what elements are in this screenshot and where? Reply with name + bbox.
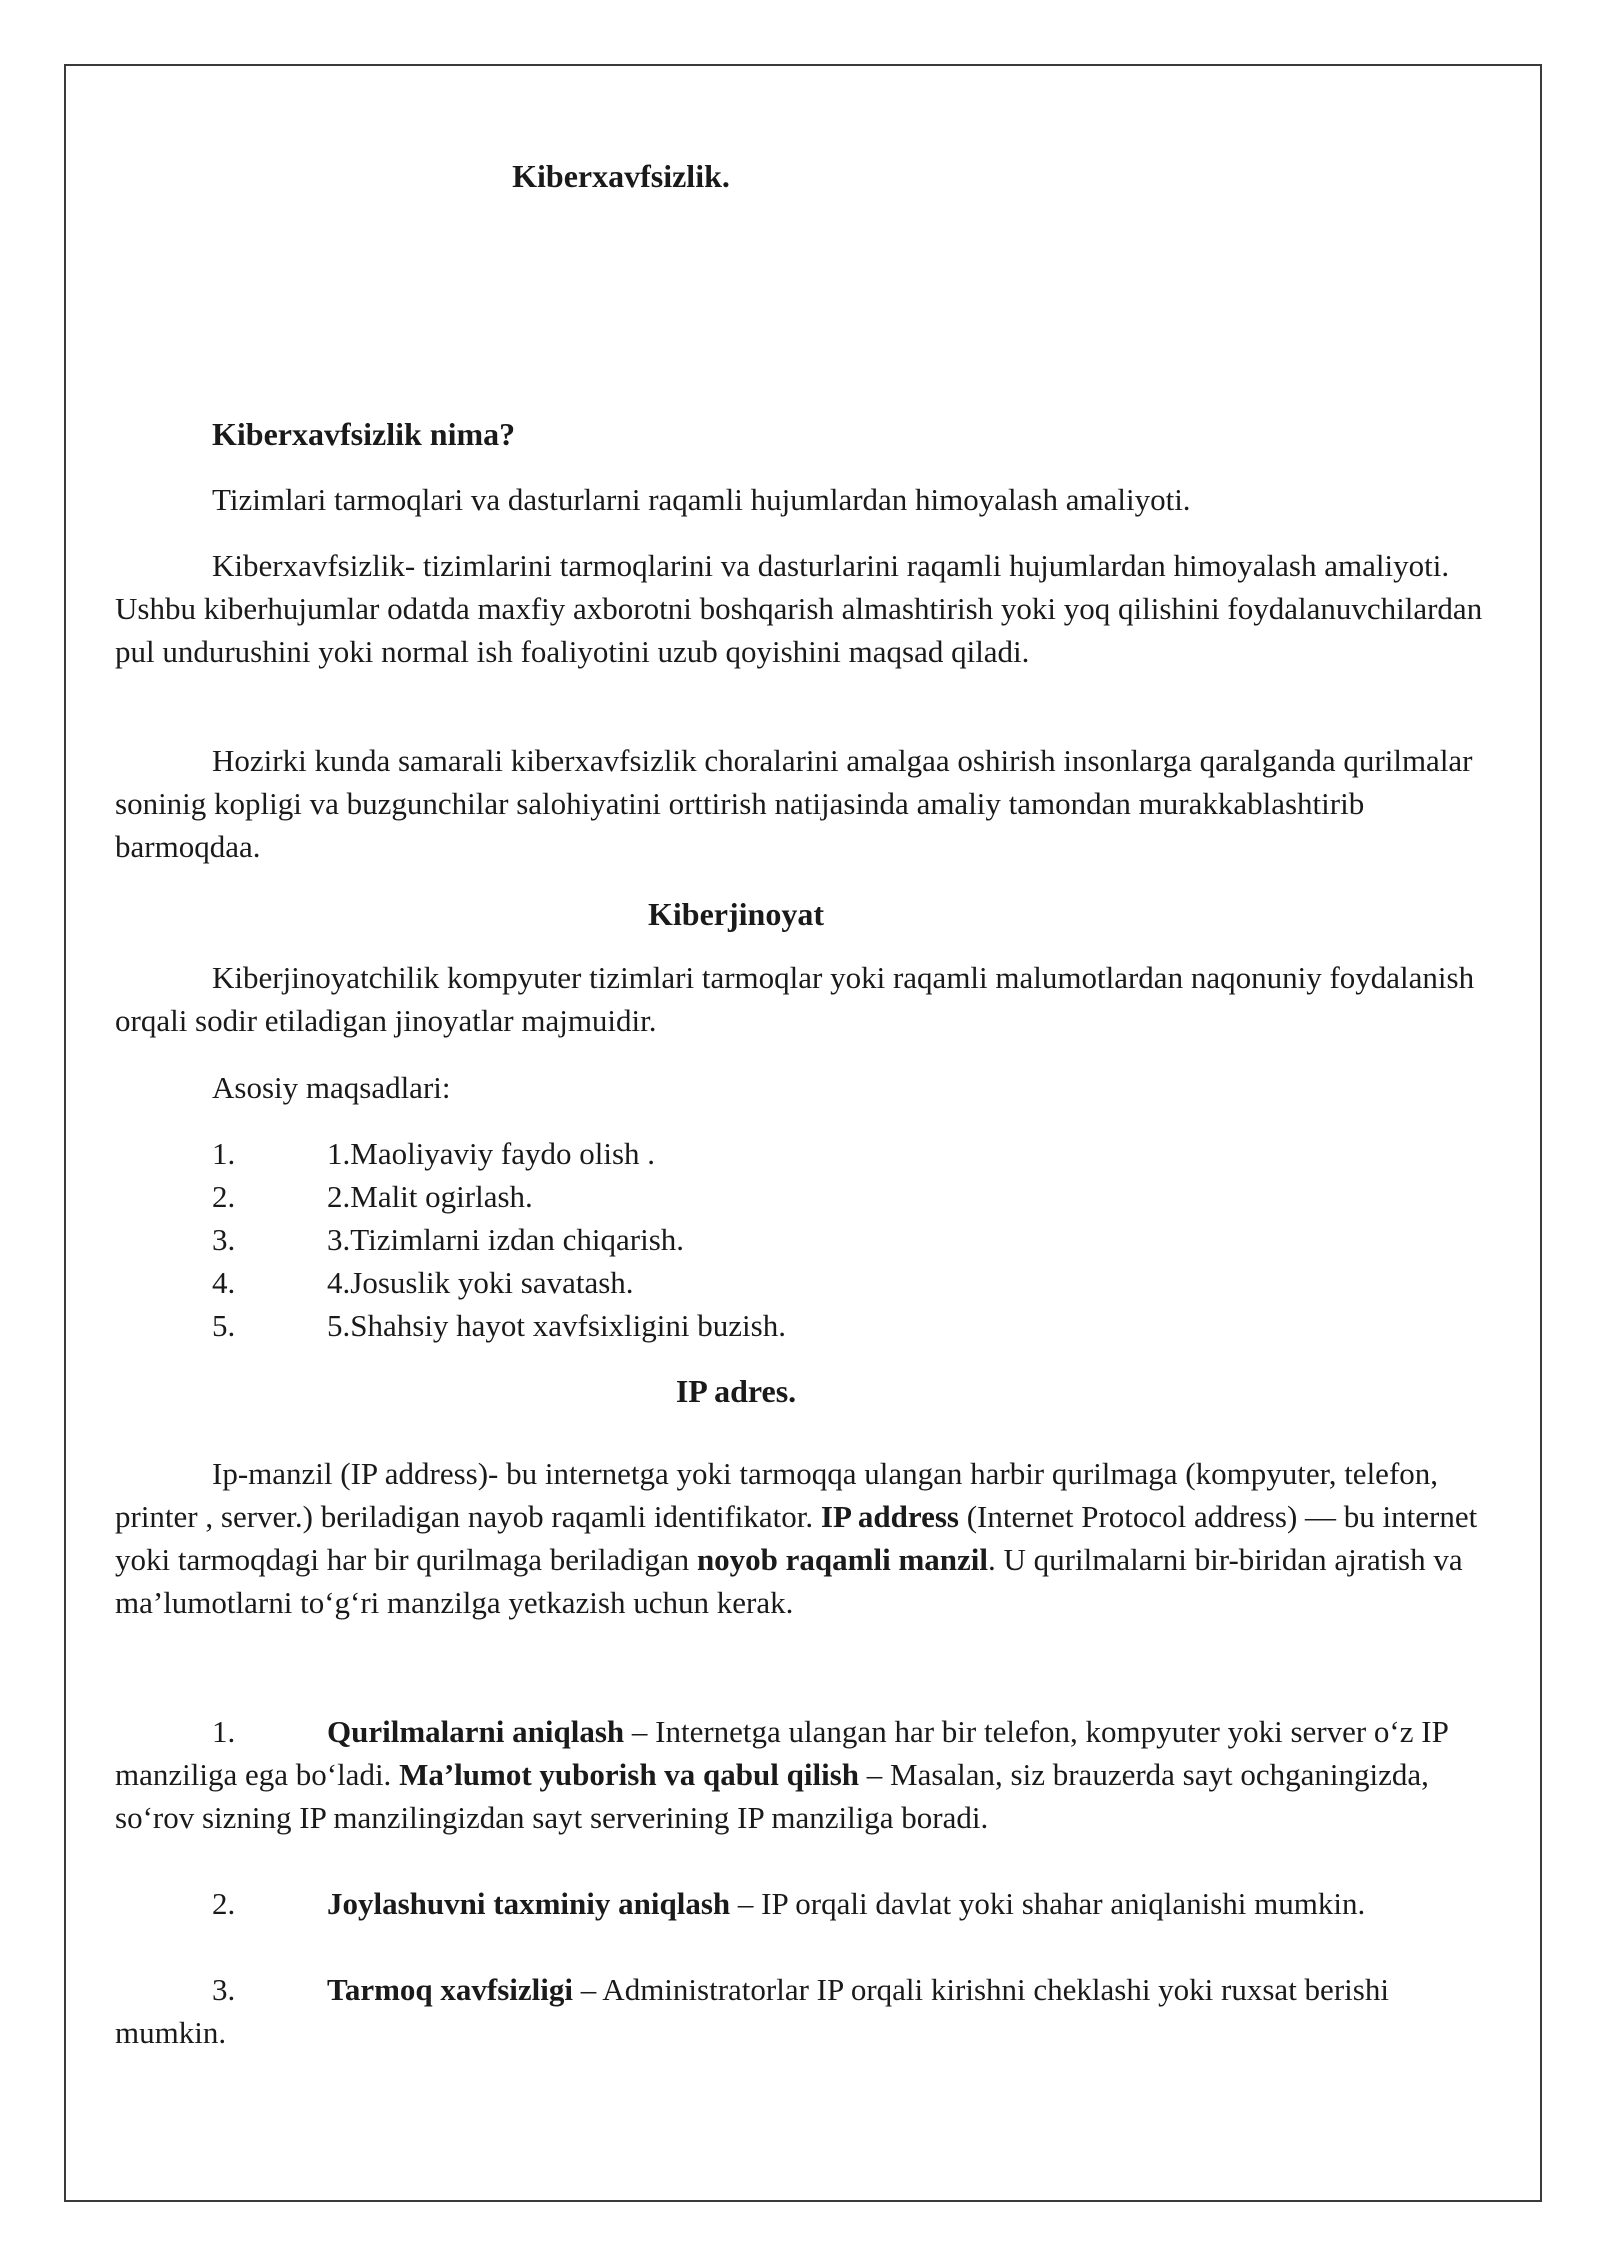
list-item-text: 3.Tizimlarni izdan chiqarish.: [327, 1222, 685, 1257]
list-item: [212, 1175, 533, 1218]
list-item: [212, 1132, 655, 1175]
ip-bold-term: IP address: [820, 1499, 959, 1534]
document-title: Kiberxavfsizlik.: [512, 158, 730, 194]
intro-line: Tizimlari tarmoqlari va dasturlarni raqamli hujumlardan himoyalash amaliyoti.: [212, 482, 1191, 517]
ip-list-number: 3.: [212, 1972, 236, 2007]
list-item-number: 4.: [212, 1265, 236, 1300]
ip-list-text: – Internetga ulangan har bir telefon, kompyuter yoki server o‘z IP manziliga ega bo‘ladi.: [115, 1714, 1448, 1792]
list-item: [212, 1304, 786, 1347]
list-item-number: 1.: [212, 1136, 236, 1171]
ip-list-number: 1.: [212, 1714, 236, 1749]
goals-label: Asosiy maqsadlari:: [212, 1070, 451, 1105]
list-item-number: 5.: [212, 1308, 236, 1343]
ip-list-bold: Tarmoq xavfsizligi: [327, 1972, 574, 2007]
ip-list-text: – IP orqali davlat yoki shahar aniqlanishi mumkin.: [730, 1886, 1366, 1921]
ip-text-part: (Internet Protocol address) — bu internet yoki tarmoqdagi har bir qurilmaga beriladigan: [115, 1499, 1478, 1577]
list-item: [212, 1218, 684, 1261]
list-item-text: 1.Maoliyaviy faydo olish .: [327, 1136, 656, 1171]
heading-kiberxavfsizlik-nima: Kiberxavfsizlik nima?: [212, 416, 516, 452]
ip-list-bold: Joylashuvni taxminiy aniqlash: [327, 1886, 731, 1921]
ip-list-text: – Administratorlar IP orqali kirishni cheklashi yoki ruxsat berishi mumkin.: [115, 1972, 1389, 2050]
list-item-text: 4.Josuslik yoki savatash.: [327, 1265, 634, 1300]
ip-list-bold: Qurilmalarni aniqlash: [327, 1714, 625, 1749]
paragraph-ip-definition: [115, 1452, 1495, 1624]
heading-ip-adres: IP adres.: [675, 1373, 797, 1409]
ip-list-number: 2.: [212, 1886, 236, 1921]
ip-list-item: [115, 1882, 1495, 1925]
paragraph-definition: Kiberxavfsizlik- tizimlarini tarmoqlarini va dasturlarini raqamli hujumlardan himoyalash amaliyoti. Ushbu kiberhujumlar odatda maxfiy axborotni boshqarish almashtirish yoki yoq qilishini foydalanuvchilardan pul undurushini yoki normal ish foaliyotini uzub qoyishini maqsad qiladi.: [115, 548, 1483, 669]
ip-list-item: [115, 1710, 1495, 1839]
list-item-number: 2.: [212, 1179, 236, 1214]
ip-list-bold: Ma’lumot yuborish va qabul qilish: [399, 1757, 860, 1792]
ip-list-item: [115, 1968, 1495, 2054]
paragraph-current-state: Hozirki kunda samarali kiberxavfsizlik choralarini amalgaa oshirish insonlarga qaralganda qurilmalar soninig kopligi va buzgunchilar salohiyatini orttirish natijasinda amaliy tamondan murakkablashtirib barmoqdaa.: [115, 743, 1473, 864]
ip-list-text: – Masalan, siz brauzerda sayt ochganingizda, so‘rov sizning IP manzilingizdan sayt serverining IP manziliga boradi.: [115, 1757, 1429, 1835]
ip-text-part: Ip-manzil (IP address)- bu internetga yoki tarmoqqa ulangan harbir qurilmaga (kompyuter, telefon, printer , server.) beriladigan nayob raqamli identifikator.: [115, 1456, 1439, 1534]
list-item-text: 5.Shahsiy hayot xavfsixligini buzish.: [327, 1308, 786, 1343]
ip-text-part: . U qurilmalarni bir-biridan ajratish va ma’lumotlarni to‘g‘ri manzilga yetkazish uchun kerak.: [115, 1542, 1463, 1620]
ip-bold-term: noyob raqamli manzil: [696, 1542, 989, 1577]
list-item: [212, 1261, 634, 1304]
paragraph-kiberjinoyat: Kiberjinoyatchilik kompyuter tizimlari tarmoqlar yoki raqamli malumotlardan naqonuniy foydalanish orqali sodir etiladigan jinoyatlar majmuidir.: [115, 960, 1475, 1038]
heading-kiberjinoyat: Kiberjinoyat: [648, 896, 824, 932]
list-item-number: 3.: [212, 1222, 236, 1257]
list-item-text: 2.Malit ogirlash.: [327, 1179, 533, 1214]
